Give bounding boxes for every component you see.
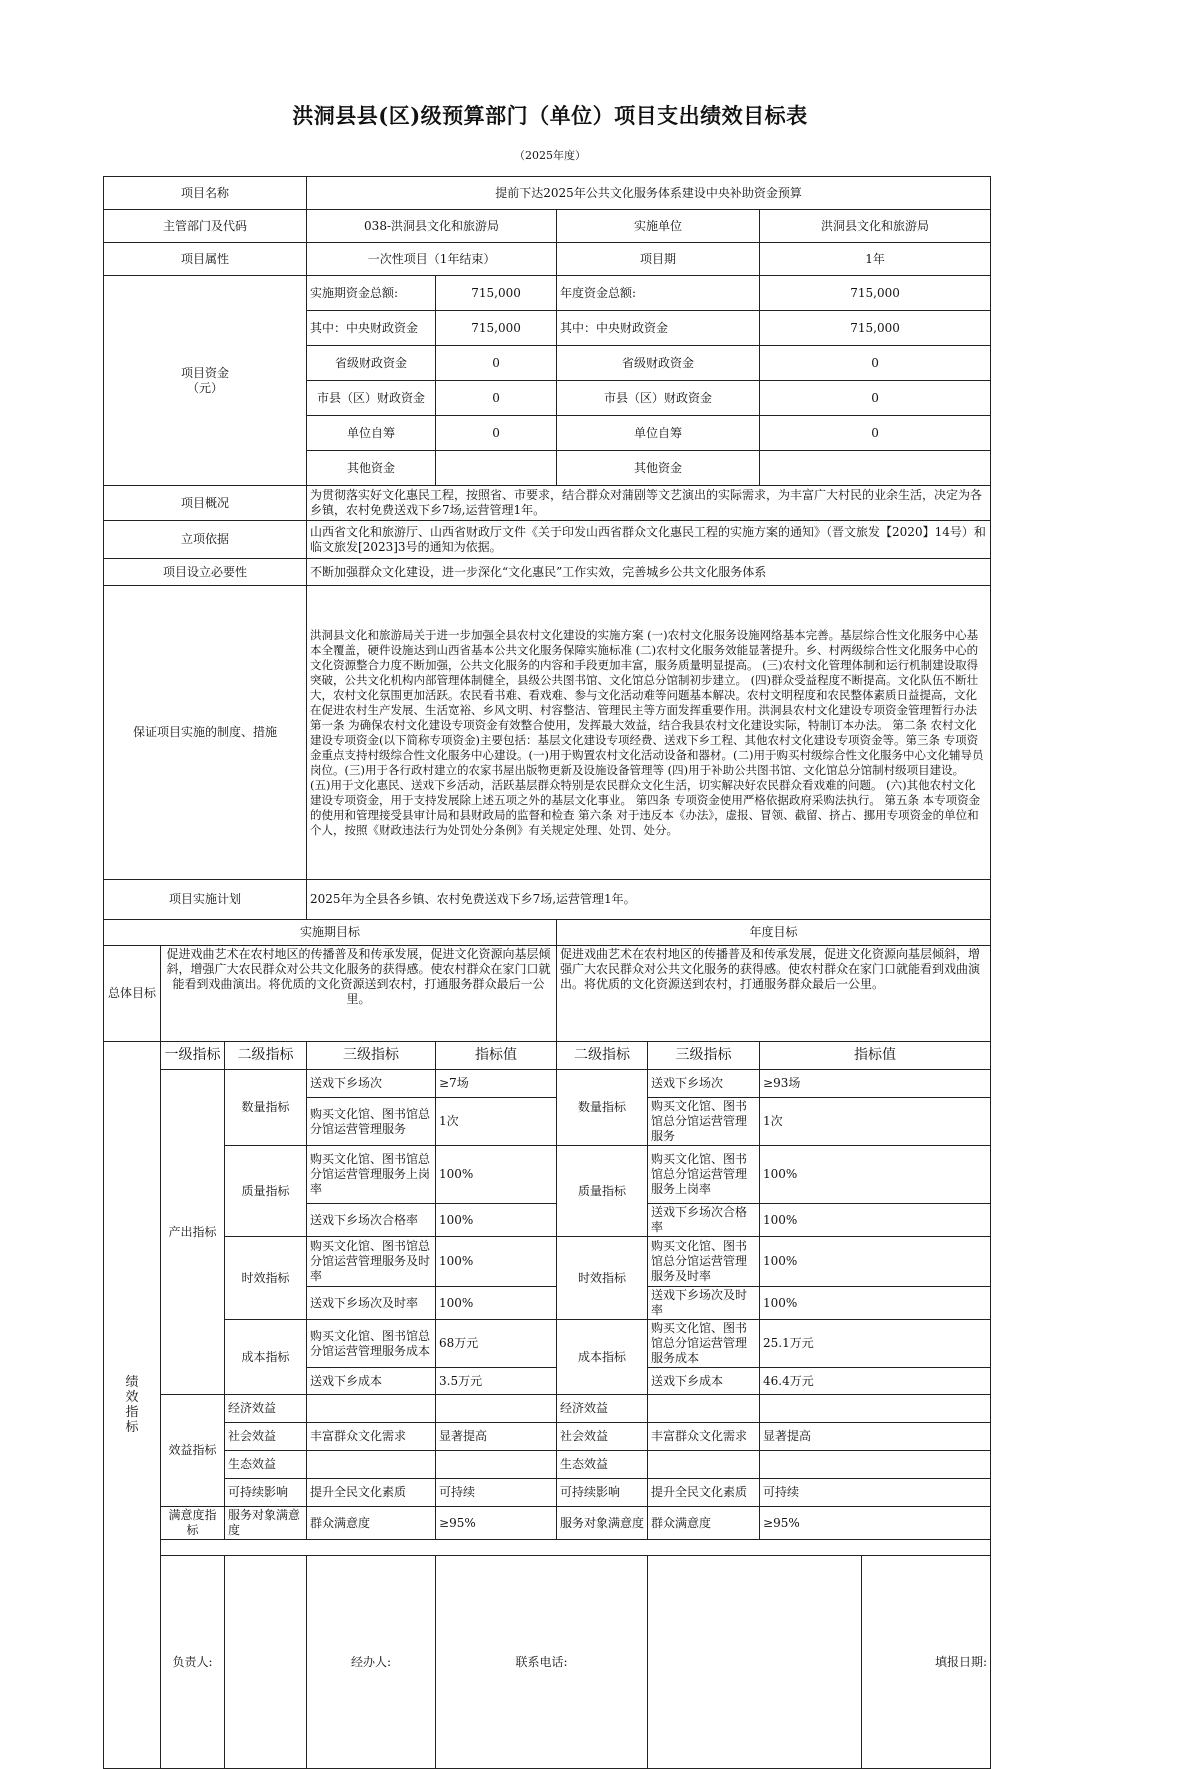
period-value: 1年 (760, 243, 991, 276)
indicator-name: 购买文化馆、图书馆总分馆运营管理服务 (307, 1098, 436, 1146)
indicator-value: 1次 (436, 1098, 557, 1146)
indicator-name (307, 1395, 436, 1423)
funds-row-value: 715,000 (760, 276, 991, 311)
funds-row-label: 其中：中央财政资金 (557, 311, 760, 346)
economic-label: 经济效益 (225, 1395, 307, 1423)
overall-goal-label: 总体目标 (104, 946, 161, 1042)
level1-header: 一级指标 (161, 1042, 225, 1070)
impl-unit-value: 洪洞县文化和旅游局 (760, 210, 991, 243)
measures-label: 保证项目实施的制度、措施 (104, 586, 307, 880)
handler-label: 经办人: (307, 1556, 436, 1769)
measures-value: 洪洞县文化和旅游局关于进一步加强全县农村文化建设的实施方案 (一)农村文化服务设施网络基本完善。基层综合性文化服务中心基本全覆盖，硬件设施达到山西省基本公共文化服务保障实施标准 (二)农村文化服务效能显著提升。乡、村两级综合性文化服务中心的文化资源整合力度不断加强，公共文化服务的内容和手段更加丰富，服务质量明显提高。 (三)农村文化管理体制和运行机制建设取得突破，公共文化机构内部管理体制健全，县级公共图书馆、文化馆总分馆制初步建立。 (四)群众受益程度不断提高。文化队伍不断壮大，农村文化氛围更加活跃。农民看书难、看戏难、参与文化活动难等问题基本解决。农村文明程度和农民整体素质日益提高，文化在促进农村生产发展、生活宽裕、乡风文明、村容整洁、管理民主等方面发挥重要作用。洪洞县农村文化建设专项资金管理暂行办法 第一条 为确保农村文化建设专项资金有效整合使用，发挥最大效益，结合我县农村文化建设实际，特制订本办法。 第二条 农村文化建设专项资金(以下简称专项资金)主要包括：基层文化建设专项经费、送戏下乡工程、其他农村文化建设专项资金等。第三条 专项资金重点支持村级综合性文化服务中心建设。(一)用于购置农村文化活动设备和器材。(二)用于购买村级综合性文化服务中心文化辅导员岗位。(三)用于各行政村建立的农家书屋出版物更新及设施设备管理等 (四)用于补助公共图书馆、文化馆总分馆制村级项目建设。 (五)用于文化惠民、送戏下乡活动，活跃基层群众特别是农民群众文化生活，切实解决好农民群众看戏难的问题。 (六)其他农村文化建设专项资金，用于支持发展除上述五项之外的基层文化事业。 第四条 专项资金使用严格依据政府采购法执行。 第五条 本专项资金的使用和管理接受县审计局和县财政局的监督和检查 第六条 对于违反本《办法》，虚报、冒领、截留、挤占、挪用专项资金的单位和个人，按照《财政违法行为处罚处分条例》有关规定处理、处罚、处分。 (307, 586, 991, 880)
funds-row-label: 其他资金 (557, 451, 760, 486)
funds-row-label: 实施期资金总额: (307, 276, 436, 311)
year-economic-label: 经济效益 (557, 1395, 648, 1423)
funds-row-value: 715,000 (436, 276, 557, 311)
level3-header: 三级指标 (307, 1042, 436, 1070)
funds-row-value: 0 (436, 381, 557, 416)
funds-row-label: 市县（区）财政资金 (307, 381, 436, 416)
performance-table (103, 176, 991, 1769)
value-header: 指标值 (436, 1042, 557, 1070)
indicator-name: 送戏下乡场次 (307, 1070, 436, 1098)
funds-row-value (436, 451, 557, 486)
phone-label: 联系电话: (436, 1556, 648, 1769)
period-goal-text: 促进戏曲艺术在农村地区的传播普及和传承发展，促进文化资源向基层倾斜，增强广大农民群众对公共文化服务的获得感。使农村群众在家门口就能看到戏曲演出。将优质的文化资源送到农村，打通服务群众最后一公里。 (161, 946, 557, 1042)
level2-header: 二级指标 (225, 1042, 307, 1070)
quality-label: 质量指标 (225, 1146, 307, 1237)
ecological-label: 生态效益 (225, 1451, 307, 1479)
indicator-value: 68万元 (436, 1320, 557, 1368)
indicator-name: 群众满意度 (307, 1507, 436, 1540)
date-label: 填报日期: (862, 1556, 991, 1769)
dept-label: 主管部门及代码 (104, 210, 307, 243)
year-value-header: 指标值 (760, 1042, 991, 1070)
indicator-value: ≥95% (760, 1507, 991, 1540)
indicator-name: 丰富群众文化需求 (648, 1423, 760, 1451)
indicator-name: 送戏下乡场次合格率 (648, 1204, 760, 1237)
indicator-name: 送戏下乡成本 (307, 1368, 436, 1395)
year-cost-label: 成本指标 (557, 1320, 648, 1395)
indicator-value: ≥7场 (436, 1070, 557, 1098)
impl-unit-label: 实施单位 (557, 210, 760, 243)
benefit-label: 效益指标 (161, 1395, 225, 1507)
funds-row-label: 其中：中央财政资金 (307, 311, 436, 346)
indicators-side-label: 绩效指标 (104, 1042, 161, 1769)
output-label: 产出指标 (161, 1070, 225, 1395)
year-ecological-label: 生态效益 (557, 1451, 648, 1479)
funds-row-value: 0 (436, 346, 557, 381)
year-level3-header: 三级指标 (648, 1042, 760, 1070)
overview-value: 为贯彻落实好文化惠民工程，按照省、市要求，结合群众对蒲剧等文艺演出的实际需求，为丰富广大村民的业余生活，决定为各乡镇，农村免费送戏下乡7场,运营管理1年。 (307, 486, 991, 521)
funds-row-label: 单位自筹 (557, 416, 760, 451)
attr-value: 一次性项目（1年结束） (307, 243, 557, 276)
funds-row-label: 单位自筹 (307, 416, 436, 451)
dept-value: 038-洪洞县文化和旅游局 (307, 210, 557, 243)
year-social-label: 社会效益 (557, 1423, 648, 1451)
funds-row-label: 省级财政资金 (557, 346, 760, 381)
indicator-name: 购买文化馆、图书馆总分馆运营管理服务及时率 (648, 1237, 760, 1287)
funds-row-value: 715,000 (760, 311, 991, 346)
indicator-value: ≥95% (436, 1507, 557, 1540)
basis-value: 山西省文化和旅游厅、山西省财政厅文件《关于印发山西省群众文化惠民工程的实施方案的通知》（晋文旅发【2020】14号）和临文旅发[2023]3号的通知为依据。 (307, 521, 991, 559)
spacer-row (161, 1540, 991, 1556)
indicator-value: 显著提高 (436, 1423, 557, 1451)
funds-label: 项目资金 （元） (104, 276, 307, 486)
indicator-value (436, 1395, 557, 1423)
year-quantity-label: 数量指标 (557, 1070, 648, 1146)
project-name-value: 提前下达2025年公共文化服务体系建设中央补助资金预算 (307, 177, 991, 210)
indicator-name: 群众满意度 (648, 1507, 760, 1540)
leader-value (225, 1556, 307, 1769)
funds-row-label: 年度资金总额: (557, 276, 760, 311)
indicator-name: 提升全民文化素质 (648, 1479, 760, 1507)
indicator-value: 100% (760, 1146, 991, 1204)
year-timeliness-label: 时效指标 (557, 1237, 648, 1320)
satisfaction-label: 满意度指标 (161, 1507, 225, 1540)
indicator-value (436, 1451, 557, 1479)
indicator-value: 可持续 (760, 1479, 991, 1507)
indicator-name: 购买文化馆、图书馆总分馆运营管理服务成本 (307, 1320, 436, 1368)
indicator-value: 可持续 (436, 1479, 557, 1507)
project-name-label: 项目名称 (104, 177, 307, 210)
service-sat-label: 服务对象满意度 (225, 1507, 307, 1540)
funds-row-value (760, 451, 991, 486)
indicator-name (648, 1451, 760, 1479)
page-title: 洪洞县县(区)级预算部门（单位）项目支出绩效目标表 (292, 103, 808, 128)
indicator-name: 送戏下乡场次 (648, 1070, 760, 1098)
cost-label: 成本指标 (225, 1320, 307, 1395)
indicator-value: 1次 (760, 1098, 991, 1146)
indicator-name: 送戏下乡成本 (648, 1368, 760, 1395)
year-level2-header: 二级指标 (557, 1042, 648, 1070)
year-quality-label: 质量指标 (557, 1146, 648, 1237)
plan-value: 2025年为全县各乡镇、农村免费送戏下乡7场,运营管理1年。 (307, 880, 991, 920)
funds-row-value: 0 (760, 416, 991, 451)
funds-row-label: 省级财政资金 (307, 346, 436, 381)
social-label: 社会效益 (225, 1423, 307, 1451)
funds-row-value: 0 (436, 416, 557, 451)
indicator-value: 100% (436, 1146, 557, 1204)
indicator-value (760, 1395, 991, 1423)
period-label: 项目期 (557, 243, 760, 276)
year-service-sat-label: 服务对象满意度 (557, 1507, 648, 1540)
indicator-name: 购买文化馆、图书馆总分馆运营管理服务 (648, 1098, 760, 1146)
plan-label: 项目实施计划 (104, 880, 307, 920)
indicator-value (760, 1451, 991, 1479)
indicator-value: 100% (436, 1287, 557, 1320)
indicator-value: 46.4万元 (760, 1368, 991, 1395)
indicator-value: 100% (760, 1204, 991, 1237)
basis-label: 立项依据 (104, 521, 307, 559)
indicator-name: 丰富群众文化需求 (307, 1423, 436, 1451)
sustainable-label: 可持续影响 (225, 1479, 307, 1507)
indicator-name: 购买文化馆、图书馆总分馆运营管理服务上岗率 (648, 1146, 760, 1204)
indicator-name: 送戏下乡场次及时率 (307, 1287, 436, 1320)
indicator-name: 购买文化馆、图书馆总分馆运营管理服务上岗率 (307, 1146, 436, 1204)
quantity-label: 数量指标 (225, 1070, 307, 1146)
indicator-name: 购买文化馆、图书馆总分馆运营管理服务及时率 (307, 1237, 436, 1287)
period-goal-header: 实施期目标 (104, 920, 557, 946)
necessity-label: 项目设立必要性 (104, 559, 307, 586)
indicator-name (648, 1395, 760, 1423)
year-label: （2025年度） (514, 149, 586, 162)
year-goal-header: 年度目标 (557, 920, 991, 946)
indicator-name (307, 1451, 436, 1479)
indicator-value: 100% (760, 1287, 991, 1320)
year-goal-text: 促进戏曲艺术在农村地区的传播普及和传承发展，促进文化资源向基层倾斜，增强广大农民群众对公共文化服务的获得感。使农村群众在家门口就能看到戏曲演出。将优质的文化资源送到农村，打通服务群众最后一公里。 (557, 946, 991, 1042)
leader-label: 负责人: (161, 1556, 225, 1769)
indicator-value: ≥93场 (760, 1070, 991, 1098)
timeliness-label: 时效指标 (225, 1237, 307, 1320)
attr-label: 项目属性 (104, 243, 307, 276)
indicator-name: 购买文化馆、图书馆总分馆运营管理服务成本 (648, 1320, 760, 1368)
funds-row-value: 0 (760, 346, 991, 381)
indicator-value: 25.1万元 (760, 1320, 991, 1368)
indicator-value: 100% (436, 1237, 557, 1287)
indicator-value: 100% (436, 1204, 557, 1237)
funds-row-value: 0 (760, 381, 991, 416)
indicator-value: 100% (760, 1237, 991, 1287)
indicator-value: 3.5万元 (436, 1368, 557, 1395)
indicator-name: 送戏下乡场次及时率 (648, 1287, 760, 1320)
overview-label: 项目概况 (104, 486, 307, 521)
funds-row-value: 715,000 (436, 311, 557, 346)
funds-row-label: 市县（区）财政资金 (557, 381, 760, 416)
funds-row-label: 其他资金 (307, 451, 436, 486)
necessity-value: 不断加强群众文化建设，进一步深化“文化惠民”工作实效，完善城乡公共文化服务体系 (307, 559, 991, 586)
indicator-name: 送戏下乡场次合格率 (307, 1204, 436, 1237)
year-sustainable-label: 可持续影响 (557, 1479, 648, 1507)
indicator-name: 提升全民文化素质 (307, 1479, 436, 1507)
indicator-value: 显著提高 (760, 1423, 991, 1451)
phone-value (648, 1556, 862, 1769)
